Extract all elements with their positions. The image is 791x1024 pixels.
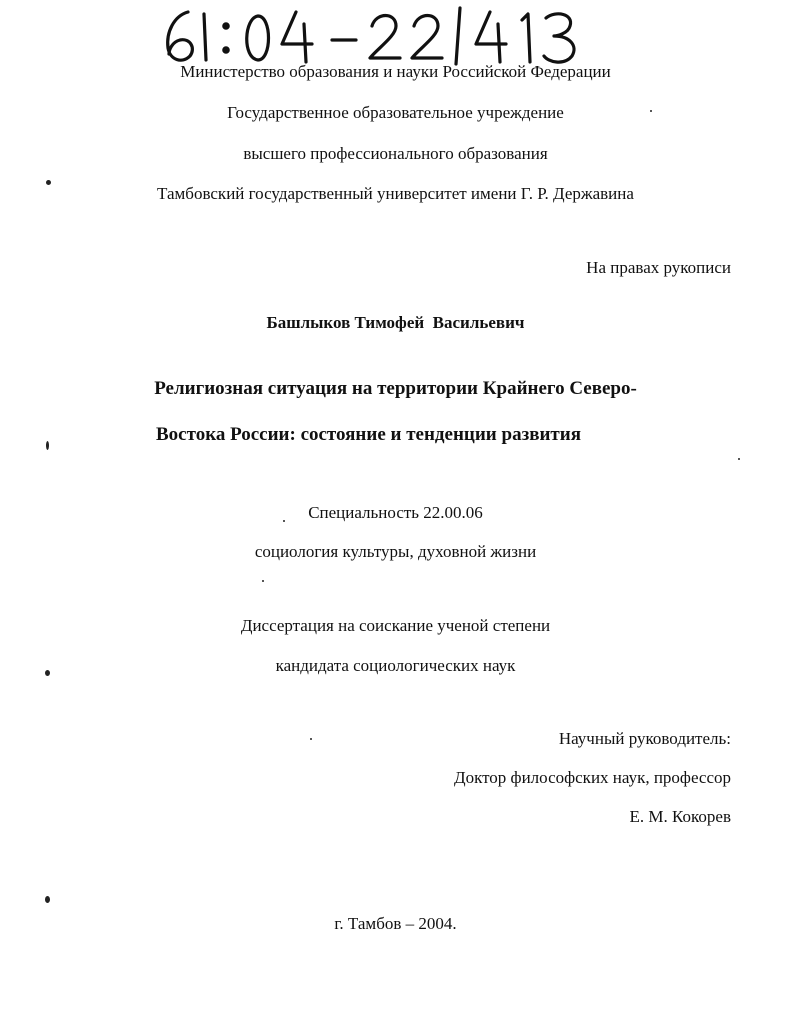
scan-speck [262,580,264,582]
title-line-1: Религиозная ситуация на территории Крайнего Северо- [154,378,637,399]
scan-speck [738,458,740,460]
place-year: г. Тамбов – 2004. [334,914,457,933]
specialty-code: Специальность 22.00.06 [308,503,483,522]
scan-speck [46,180,51,185]
handwritten-archive-code [160,2,600,70]
dissertation-line-1: Диссертация на соискание ученой степени [240,616,551,635]
university-line: Тамбовский государственный университет имени Г. Р. Державина [157,184,634,203]
supervisor-label: Научный руководитель: [558,729,731,748]
author-name: Башлыков Тимофей Васильевич [266,313,525,332]
title-line-2: Востока России: состояние и тенденции развития [156,424,581,445]
ministry-line: Министерство образования и науки Российской Федерации [180,62,611,81]
dissertation-line-2: кандидата социологических наук [275,656,516,675]
scan-speck [283,520,285,522]
scan-speck [46,441,49,450]
supervisor-name: Е. М. Кокорев [629,807,731,826]
scan-speck [310,738,312,740]
education-level-line: высшего профессионального образования [243,144,548,163]
scan-speck [650,110,652,112]
scan-speck [45,670,50,676]
institution-type-line: Государственное образовательное учреждение [227,103,564,122]
scan-speck [45,896,50,903]
supervisor-degree: Доктор философских наук, профессор [453,768,731,787]
manuscript-rights: На правах рукописи [586,258,731,277]
specialty-name: социология культуры, духовной жизни [254,542,537,561]
